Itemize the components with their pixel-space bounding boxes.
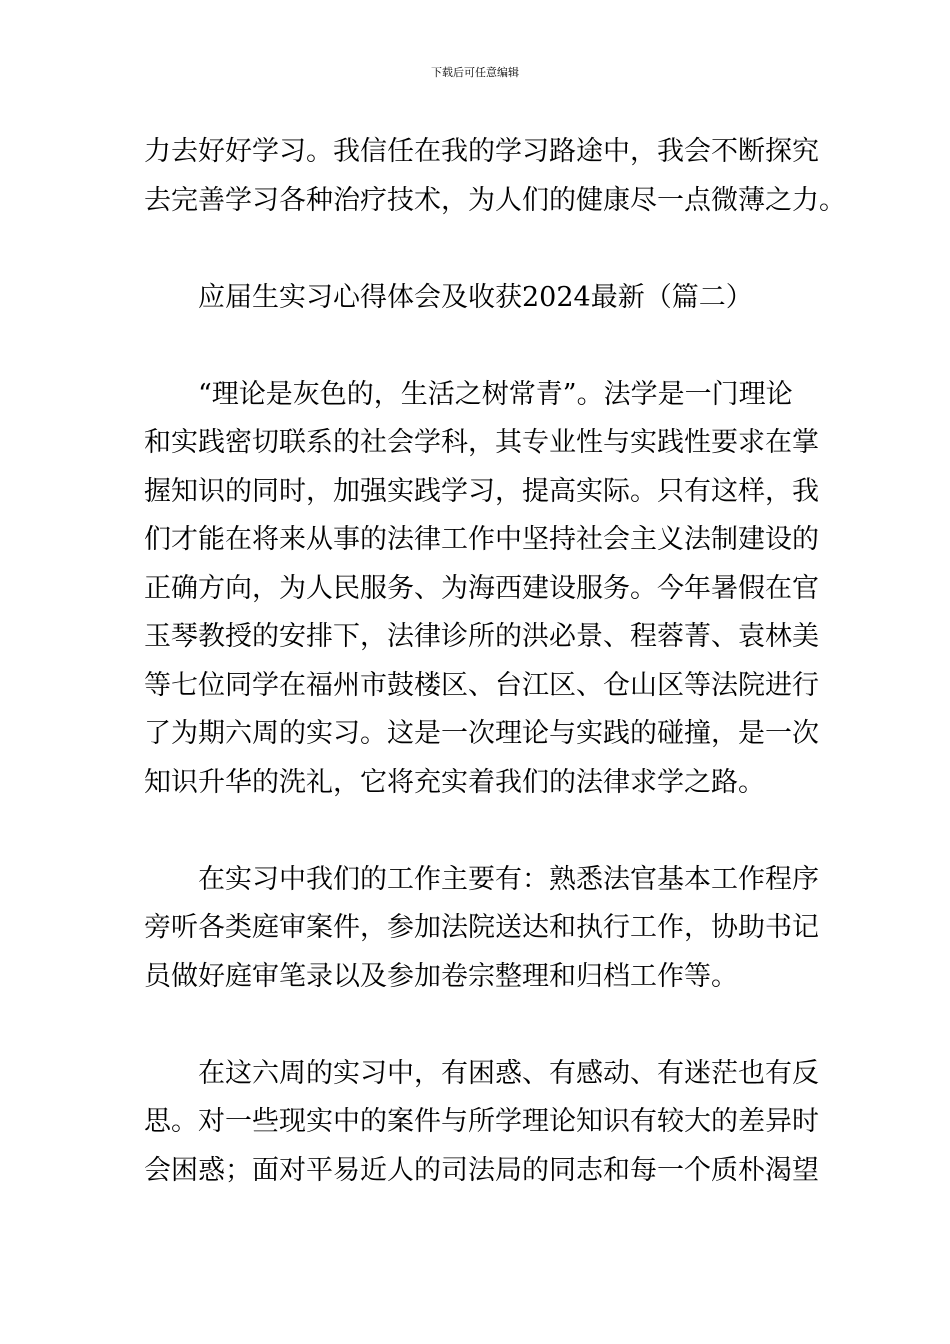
text-line: 握知识的同时，加强实践学习，提高实际。只有这样，我 (144, 475, 819, 507)
text-line: 员做好庭审笔录以及参加卷宗整理和归档工作等。 (144, 960, 738, 992)
paragraph-reflection (144, 1050, 819, 1196)
text-line: 力去好好学习。我信任在我的学习路途中，我会不断探究 (144, 136, 819, 167)
text-line: 在这六周的实习中，有困惑、有感动、有迷茫也有反 (198, 1057, 819, 1089)
text-line: 和实践密切联系的社会学科，其专业性与实践性要求在掌 (144, 427, 819, 458)
text-line: 旁听各类庭审案件，参加法院送达和执行工作，协助书记 (144, 912, 819, 943)
text-line: 正确方向，为人民服务、为海西建设服务。今年暑假在官 (144, 572, 819, 604)
page-header-note: 下载后可任意编辑 (431, 66, 519, 79)
paragraph-gap (144, 322, 808, 371)
heading-line: 应届生实习心得体会及收获2024最新（篇二） (198, 281, 753, 313)
text-line: 在实习中我们的工作主要有：熟悉法官基本工作程序 (198, 863, 819, 895)
text-line: 思。对一些现实中的案件与所学理论知识有较大的差异时 (144, 1106, 819, 1137)
text-line: 等七位同学在福州市鼓楼区、台江区、仓山区等法院进行 (144, 669, 819, 701)
text-line: 会困惑；面对平易近人的司法局的同志和每一个质朴渴望 (144, 1154, 819, 1186)
paragraph-gap (144, 1001, 808, 1050)
paragraph-gap (144, 225, 808, 274)
section-heading (144, 274, 808, 323)
text-line: 们才能在将来从事的法律工作中坚持社会主义法制建设的 (144, 524, 819, 555)
text-line: 了为期六周的实习。这是一次理论与实践的碰撞，是一次 (144, 718, 819, 749)
paragraph-work (144, 856, 819, 1002)
paragraph-gap (144, 807, 808, 856)
text-line: 玉琴教授的安排下，法律诊所的洪必景、程蓉菁、袁林美 (144, 621, 819, 652)
text-line: 去完善学习各种治疗技术，为人们的健康尽一点微薄之力。 (144, 184, 846, 216)
document-body (144, 128, 846, 1195)
text-line: 知识升华的洗礼，它将充实着我们的法律求学之路。 (144, 766, 765, 798)
paragraph-intro (144, 371, 819, 808)
text-line: “理论是灰色的，生活之树常青”。法学是一门理论 (198, 378, 793, 410)
paragraph-continuation (144, 128, 846, 225)
